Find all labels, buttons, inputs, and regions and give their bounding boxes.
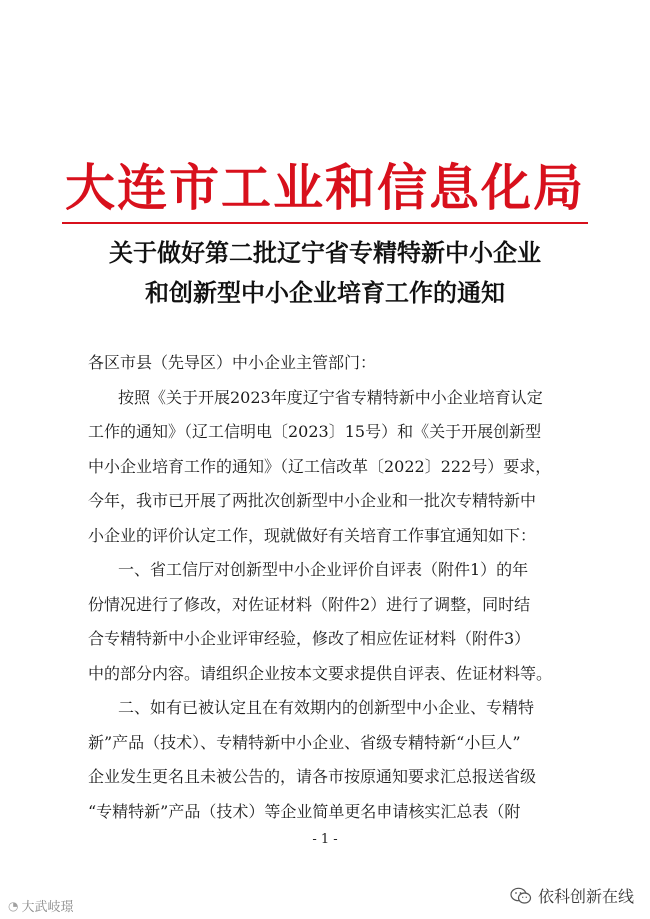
body-line: 今年，我市已开展了两批次创新型中小企业和一批次专精特新中 [88, 491, 537, 510]
body-line: 合专精特新中小企业评审经验，修改了相应佐证材料（附件3） [88, 629, 531, 648]
title-line-1: 关于做好第二批辽宁省专精特新中小企业 [109, 238, 541, 267]
body-line: 中小企业培育工作的通知》（辽工信改革〔2022〕222号）要求， [88, 456, 552, 476]
agency-masthead: 大连市工业和信息化局 [65, 158, 585, 217]
red-divider-line [62, 222, 588, 224]
document-title [0, 233, 650, 313]
body-line: 企业发生更名且未被公告的，请各市按原通知要求汇总报送省级 [88, 767, 537, 786]
body-line: 一、省工信厅对创新型中小企业评价自评表（附件1）的年 [118, 560, 529, 579]
wechat-watermark [510, 884, 634, 907]
body-line: 二、如有已被认定且在有效期内的创新型中小企业、专精特 [118, 698, 535, 717]
body-line: 按照《关于开展2023年度辽宁省专精特新中小企业培育认定 [118, 387, 543, 407]
body-line: “专精特新”产品（技术）等企业简单更名申请核实汇总表（附 [88, 801, 521, 821]
document-body [88, 346, 588, 829]
body-line: 份情况进行了修改，对佐证材料（附件2）进行了调整，同时结 [88, 594, 531, 614]
title-line-2: 和创新型中小企业培育工作的通知 [145, 278, 505, 307]
body-line: 工作的通知》（辽工信明电〔2023〕15号）和《关于开展创新型 [88, 422, 542, 441]
weibo-watermark-text: 大武岐璟 [21, 900, 74, 915]
page-number: - 1 - [312, 832, 338, 847]
body-line: 中的部分内容。请组织企业按本文要求提供自评表、佐证材料等。 [88, 663, 553, 683]
salutation-line: 各区市县（先导区）中小企业主管部门： [88, 353, 377, 372]
weibo-icon: ◔ [8, 898, 19, 913]
weibo-watermark [8, 896, 74, 915]
body-line: 新”产品（技术）、专精特新中小企业、省级专精特新“小巨人” [88, 732, 521, 752]
wechat-watermark-text: 依科创新在线 [537, 887, 634, 906]
wechat-icon [510, 887, 532, 905]
body-line: 小企业的评价认定工作，现就做好有关培育工作事宜通知如下： [88, 525, 537, 545]
